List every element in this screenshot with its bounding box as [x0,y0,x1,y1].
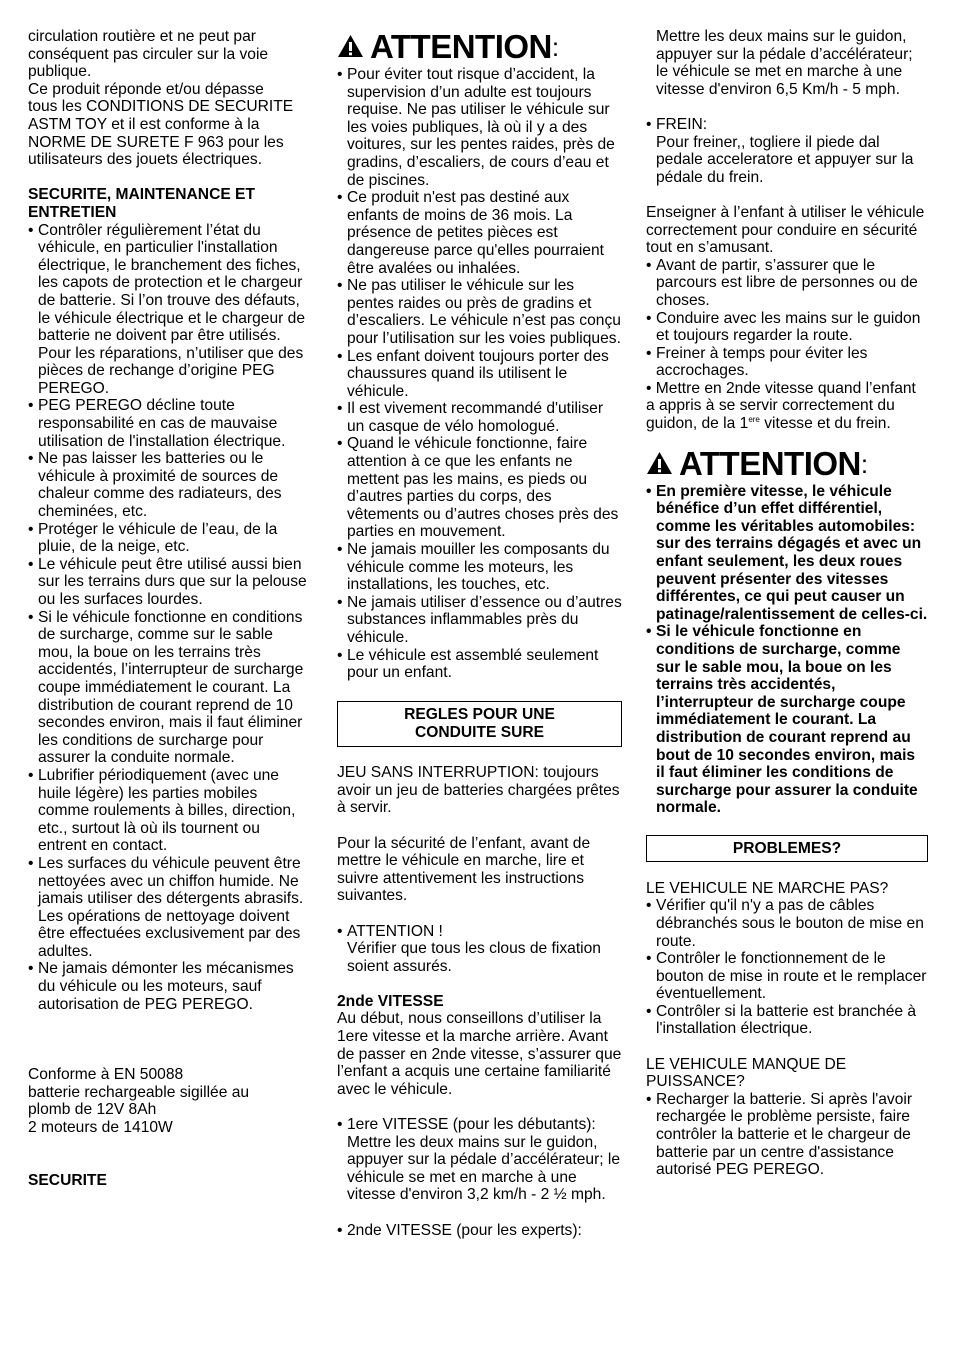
attention-heading [337,30,622,64]
securite-enfant-paragraph: Pour la sécurité de l’enfant, avant de mettre le véhicule en marche, lire et suivre attentivement les instructions suivantes. [337,834,591,905]
attention-list [646,483,928,817]
vitesse2-paragraph: Au début, nous conseillons d’utiliser la 1ere vitesse et la marche arrière. Avant de passer en 2nde vitesse, s’assurer que l’enfant a acquis une certaine familiarité avec le véhicule. [337,1010,622,1098]
vitesse2-text: Mettre les deux mains sur le guidon, appuyer sur la pédale d’accélérateur; le véhicule se met en marche à une vitesse d'environ 6,5 Km/h - 5 mph. [656,28,913,98]
problemes-heading-box [646,835,928,863]
list-item: • PEG PEREGO décline toute responsabilité en cas de mauvaise utilisation de l'installation électrique. [28,397,310,450]
superscript-ere: ere [748,414,760,424]
list-item: • En première vitesse, le véhicule bénéfice d’un effet différentiel, comme les véritables automobiles: sur des terrains dégagés et avec un enfant seulement, les deux roues peuvent présenter des vitesses différentes, ce qui peut causer un patinage/ralentissement de celles-ci. [646,483,928,624]
conformity-line: batterie rechargeable sigillée au [28,1083,250,1101]
warning-triangle-icon [646,447,673,481]
list-item: • Pour éviter tout risque d’accident, la supervision d’un adulte est toujours requise. Ne pas utiliser le véhicule sur les voies publiques, là où il y a des voitures, sur les pentes raides, près de gradins, d’escaliers, de cours d’eau et de piscines. [337,66,622,189]
list-item: • Contrôler si la batterie est branchée à l'installation électrique. [646,1003,928,1038]
attention-excl-list [337,923,622,941]
list-item: • FREIN: [646,116,928,134]
list-item: • Les enfant doivent toujours porter des chaussures quand ils utilisent le véhicule. [337,348,622,401]
puissance-list [646,1091,928,1179]
vitesse2-heading: 2nde VITESSE [337,992,444,1010]
conformity-line: Conforme à EN 50088 [28,1066,184,1084]
list-item: • 2nde VITESSE (pour les experts): [337,1222,622,1240]
maintenance-list [28,222,310,1014]
intro-line: NORME DE SURETE F 963 pour les [28,133,284,151]
intro-line: tous les CONDITIONS DE SECURITE [28,98,294,116]
warning-triangle-icon [337,30,364,64]
list-item: • 1ere VITESSE (pour les débutants): [337,1116,622,1134]
mettre-2nde-text: Mettre en 2nde vitesse quand l’enfant a appris à se servir correctement du guidon, de la 1 [646,379,916,433]
list-item: • Freiner à temps pour éviter les accrochages. [646,345,928,380]
list-item: • Ne pas laisser les batteries ou le véhicule à proximité de sources de chaleur comme des radiateurs, des cheminées, etc. [28,450,310,520]
puissance-heading: LE VEHICULE MANQUE DE PUISSANCE? [646,1055,847,1091]
conformity-line: plomb de 12V 8Ah [28,1101,157,1119]
list-item: • Conduire avec les mains sur le guidon et toujours regarder la route. [646,310,928,345]
column-right [646,28,928,1179]
securite-heading: SECURITE [28,1171,107,1189]
list-item: • Ne pas utiliser le véhicule sur les pentes raides ou près de gradins et d’escaliers. Le véhicule n’est pas conçu pour l’utilisation sur les voies publiques. [337,277,622,347]
intro-text [28,28,310,169]
list-item: • Contrôler régulièrement l’état du véhicule, en particulier l'installation électrique, le branchement des fiches, les capots de protection et le chargeur de batterie. Si l’on trouve des défauts, le véhicule électrique et le chargeur de batterie ne doivent par être utilisés. Pour les réparations, n’utiliser que des pièces de rechange d’origine PEG PEREGO. [28,222,310,398]
frein-list [646,116,928,134]
list-item: • Protéger le véhicule de l’eau, de la pluie, de la neige, etc. [28,521,310,556]
attention-colon: : [551,32,559,62]
jeu-paragraph: JEU SANS INTERRUPTION: toujours avoir un jeu de batteries chargées prêtes à servir. [337,764,620,817]
ne-marche-heading: LE VEHICULE NE MARCHE PAS? [646,879,889,897]
list-item: • Ne jamais démonter les mécanismes du véhicule ou les moteurs, sauf autorisation de PEG PEREGO. [28,960,310,1013]
column-left [28,28,310,1189]
regles-heading-box [337,701,622,746]
intro-line: ASTM TOY et il est conforme à la [28,115,260,133]
list-item: • Le véhicule est assemblé seulement pour un enfant. [337,647,622,682]
mettre-2nde-end: vitesse et du frein. [764,415,891,433]
mettre-2nde-paragraph: • Mettre en 2nde vitesse quand l’enfant a appris à se servir correctement du guidon, de la 1ere vitesse et du frein. [646,379,916,433]
intro-line: conséquent pas circuler sur la voie [28,45,269,63]
problemes-heading: PROBLEMES? [732,839,842,857]
enseigner-paragraph: Enseigner à l’enfant à utiliser le véhicule correctement pour conduire en sécurité tout en s’amusant. [646,203,925,257]
regles-heading-line: REGLES POUR UNE [404,706,555,724]
verifier-paragraph: Vérifier que tous les clous de fixation soient assurés. [347,940,601,975]
list-item: • Avant de partir, s’assurer que le parcours est libre de personnes ou de choses. [646,257,928,310]
attention-colon: : [860,448,868,479]
intro-line: utilisateurs des jouets électriques. [28,151,263,169]
vitesse2-list [337,1222,622,1240]
list-item: • Recharger la batterie. Si après l'avoir rechargée le problème persiste, faire contrôler la batterie et le chargeur de batterie par un centre d'assistance autorisé PEG PEREGO. [646,1091,928,1179]
list-item: • Les surfaces du véhicule peuvent être nettoyées avec un chiffon humide. Ne jamais utiliser des détergents abrasifs. Les opérations de nettoyage doivent être effectuées exclusivement par des adultes. [28,855,310,961]
attention-title: ATTENTION [679,444,861,482]
column-middle [337,30,622,1239]
list-item: • Lubrifier périodiquement (avec une huile légère) les parties mobiles comme roulements à billes, direction, etc., surtout là où ils tournent ou entrent en contact. [28,767,310,855]
conformity-text [28,1066,310,1136]
intro-line: circulation routière et ne peut par [28,28,256,45]
list-item: • Si le véhicule fonctionne en conditions de surcharge, comme sur le sable mou, la boue on les terrains très accidentés, l’interrupteur de surcharge coupe immédiatement le courant. La distribution de courant reprend de 10 secondes environ, mais il faut éliminer les conditions de surcharge pour assurer la conduite normale. [28,609,310,767]
list-item: • Ne jamais utiliser d’essence ou d’autres substances inflammables près du véhicule. [337,594,622,647]
attention-list [337,66,622,682]
vitesse1-list [337,1116,622,1134]
vitesse1-paragraph: Mettre les deux mains sur le guidon, appuyer sur la pédale d’accélérateur; le véhicule se met en marche à une vitesse d'environ 3,2 km/h - 2 ½ mph. [347,1133,621,1204]
maintenance-heading: SECURITE, MAINTENANCE ET ENTRETIEN [28,186,255,221]
list-item: • Si le véhicule fonctionne en conditions de surcharge, comme sur le sable mou, la boue on les terrains très accidentés, l’interrupteur de surcharge coupe immédiatement le courant. La distribution de courant reprend au bout de 10 secondes environ, mais il faut éliminer les conditions de surcharge pour assurer la conduite normale. [646,623,928,817]
list-item: • Le véhicule peut être utilisé aussi bien sur les terrains durs que sur la pelouse ou les surfaces lourdes. [28,556,310,609]
attention-title: ATTENTION [370,28,552,65]
intro-line: publique. [28,63,92,81]
list-item: • ATTENTION ! [337,923,622,941]
frein-paragraph: Pour freiner,, togliere il piede dal pedale acceleratore et appuyer sur la pédale du frein. [656,133,914,186]
intro-line: Ce produit réponde et/ou dépasse [28,80,264,98]
list-item: • Vérifier qu'il n'y a pas de câbles débranchés sous le bouton de mise en route. [646,897,928,950]
attention-heading [646,444,928,482]
regles-heading-line: CONDUITE SURE [414,723,545,741]
conformity-line: 2 moteurs de 1410W [28,1118,173,1136]
ne-marche-list [646,897,928,1038]
enseigner-list [646,257,928,380]
list-item: • Il est vivement recommandé d'utiliser un casque de vélo homologué. [337,400,622,435]
list-item: • Quand le véhicule fonctionne, faire attention à ce que les enfants ne mettent pas les mains, es pieds ou d’autres parties du corps, des vêtements ou d’autres choses près des parties en mouvement. [337,435,622,541]
list-item: • Contrôler le fonctionnement de le bouton de mise in route et le remplacer éventuellement. [646,950,928,1003]
list-item: • Ce produit n'est pas destiné aux enfants de moins de 36 mois. La présence de petites pièces est dangereuse parce qu'elles pourraient être avalées ou inhalées. [337,189,622,277]
list-item: • Ne jamais mouiller les composants du véhicule comme les moteurs, les installations, les touches, etc. [337,541,622,594]
